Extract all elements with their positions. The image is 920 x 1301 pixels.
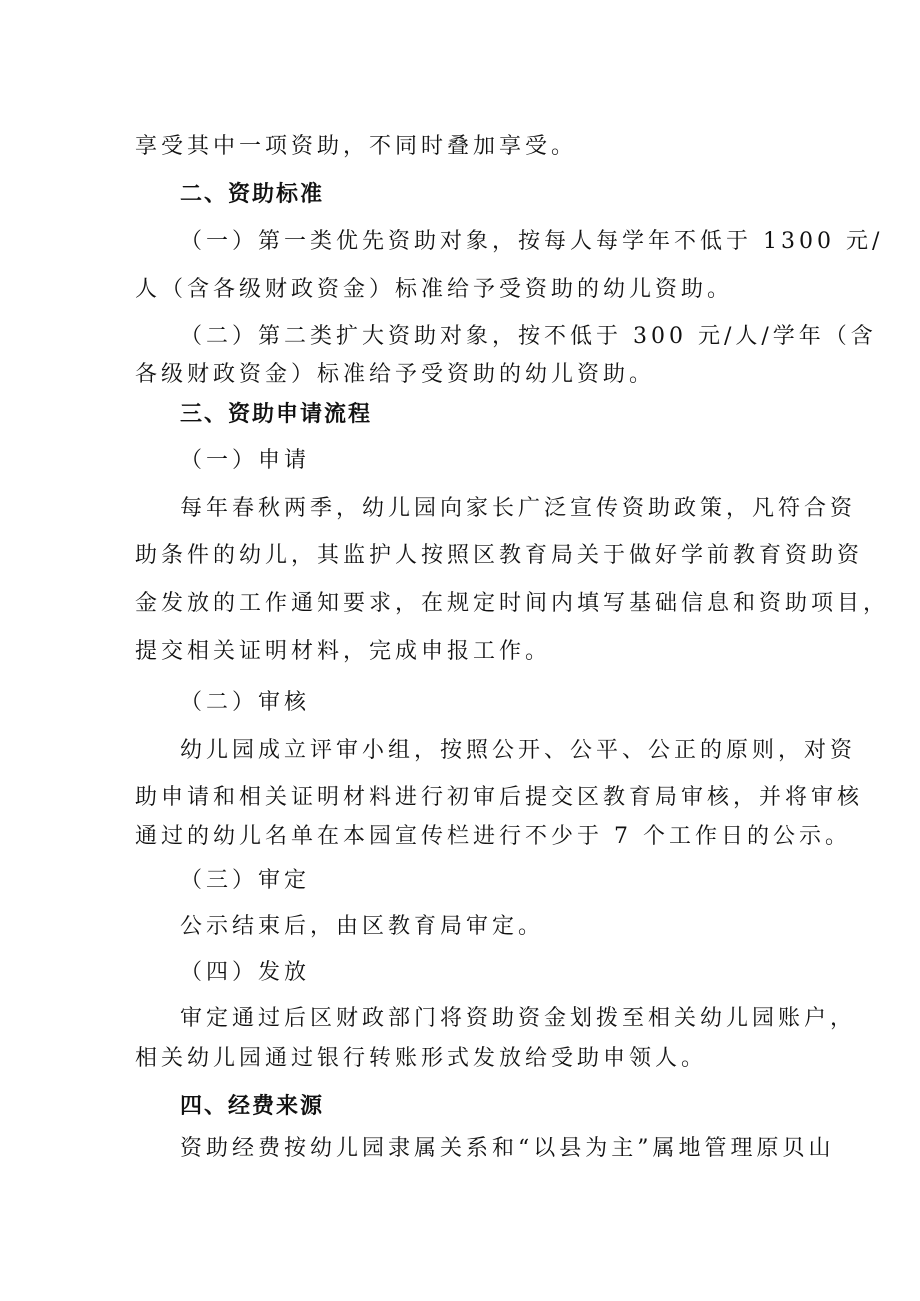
body-text-line: 提交相关证明材料，完成申报工作。 <box>135 639 552 664</box>
subsection-heading: （一）申请 <box>180 448 311 473</box>
body-text-line: 审定通过后区财政部门将资助资金划拨至相关幼儿园账户， <box>180 1006 857 1031</box>
body-text-line: 公示结束后，由区教育局审定。 <box>180 914 545 939</box>
body-text-line: 资助经费按幼儿园隶属关系和“以县为主”属地管理原贝山 <box>180 1136 835 1161</box>
body-text-line: 各级财政资金）标准给予受资助的幼儿资助。 <box>135 362 656 387</box>
section-heading: 二、资助标准 <box>180 182 325 207</box>
body-text-line: 相关幼儿园通过银行转账形式发放给受助申领人。 <box>135 1046 708 1071</box>
body-text-line: 人（含各级财政资金）标准给予受资助的幼儿资助。 <box>135 277 734 302</box>
subsection-heading: （四）发放 <box>180 960 311 985</box>
body-text-line: 享受其中一项资助，不同时叠加享受。 <box>135 134 578 159</box>
subsection-heading: （二）审核 <box>180 690 311 715</box>
body-text-line: 助条件的幼儿，其监护人按照区教育局关于做好学前教育资助资 <box>135 543 864 568</box>
body-text-line: 助申请和相关证明材料进行初审后提交区教育局审核，并将审核 <box>135 785 864 810</box>
section-heading: 三、资助申请流程 <box>180 402 373 427</box>
body-text-line: （二）第二类扩大资助对象，按不低于 300 元/人/学年（含 <box>180 324 877 349</box>
body-text-line: 金发放的工作通知要求，在规定时间内填写基础信息和资助项目， <box>135 591 890 616</box>
body-text-line: 每年春秋两季，幼儿园向家长广泛宣传资助政策，凡符合资 <box>180 496 857 521</box>
body-text-line: （一）第一类优先资助对象，按每人每学年不低于 1300 元/ <box>180 229 884 254</box>
body-text-line: 通过的幼儿名单在本园宣传栏进行不少于 7 个工作日的公示。 <box>135 824 851 849</box>
section-heading: 四、经费来源 <box>180 1094 325 1119</box>
body-text-line: 幼儿园成立评审小组，按照公开、公平、公正的原则，对资 <box>180 738 857 763</box>
subsection-heading: （三）审定 <box>180 868 311 893</box>
